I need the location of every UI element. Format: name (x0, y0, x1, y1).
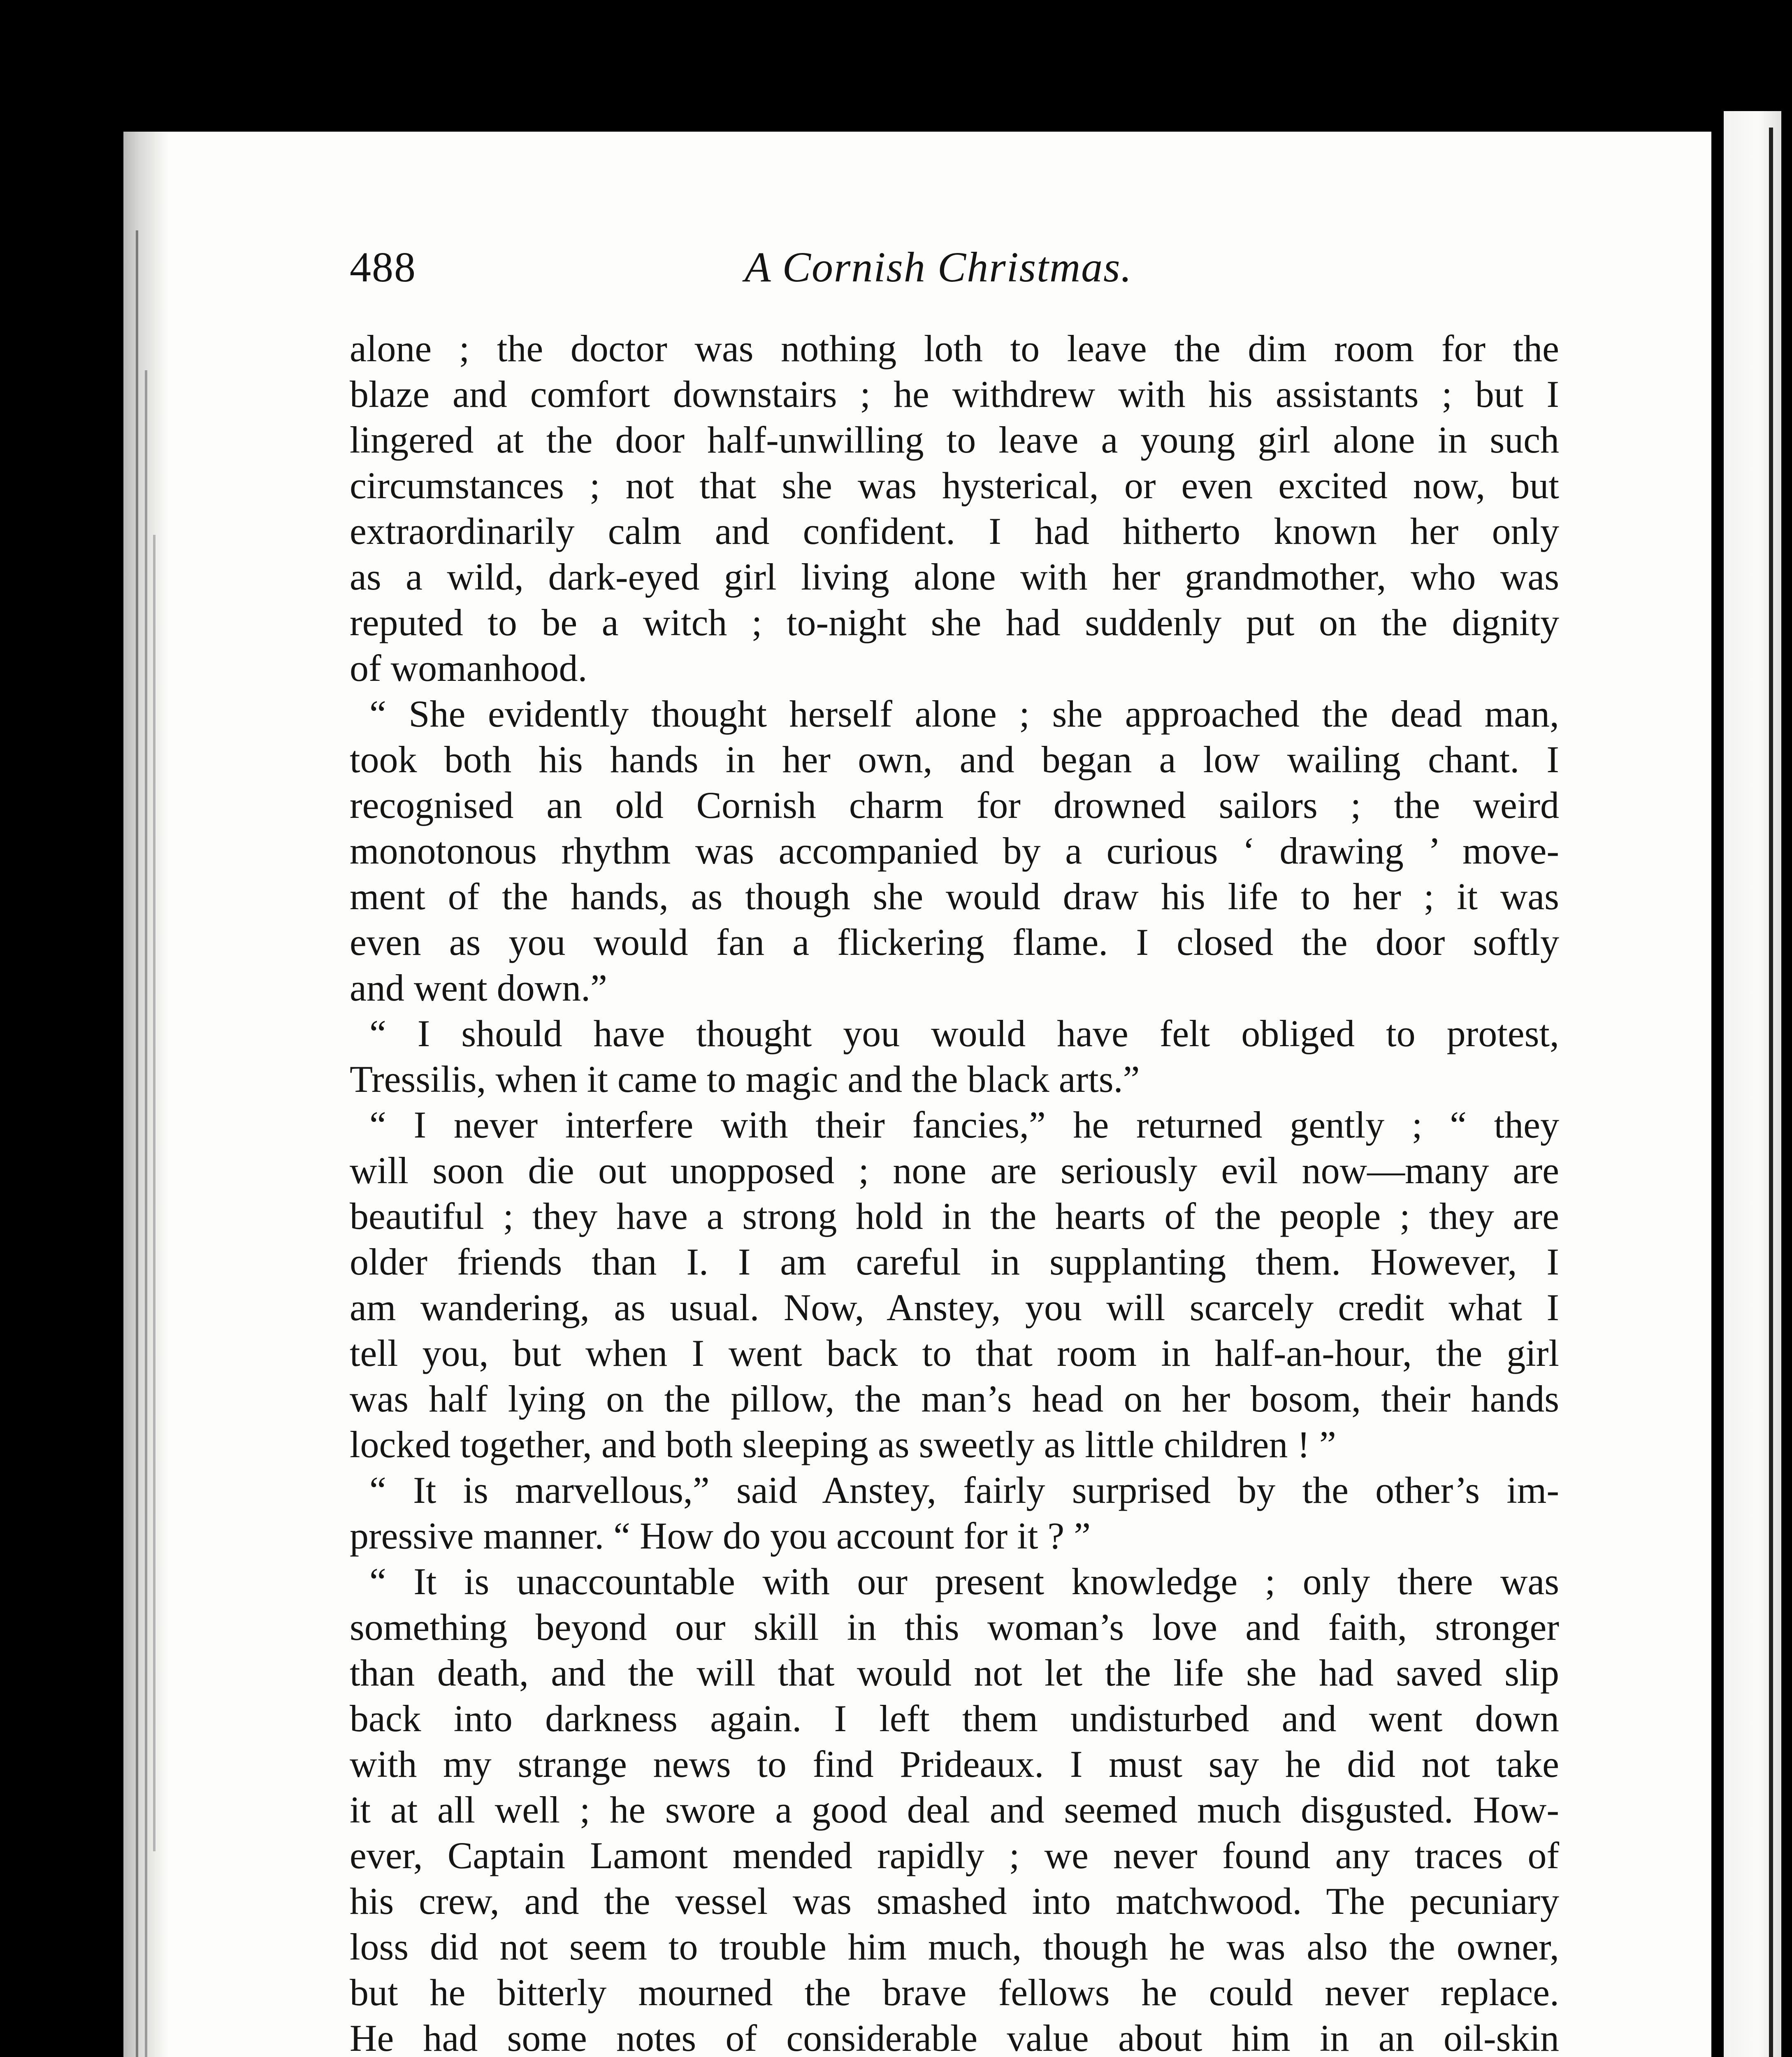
text-line: alone ; the doctor was nothing loth to leave the dim room for the (350, 327, 1559, 369)
text-line: He had some notes of considerable value about him in an oil-skin (350, 2017, 1559, 2057)
page-number: 488 (350, 244, 416, 291)
gutter-shadow-line (145, 370, 147, 2057)
page-header (350, 243, 1580, 296)
text-line: older friends than I. I am careful in supplanting them. However, I (350, 1241, 1559, 1283)
text-line: lingered at the door half-unwilling to leave a young girl alone in such (350, 419, 1559, 461)
text-line: and went down.” (350, 967, 607, 1009)
text-line: took both his hands in her own, and began a low wailing chant. I (350, 738, 1559, 780)
gutter-shadow-line (136, 230, 138, 2057)
text-line: it at all well ; he swore a good deal and seemed much disgusted. How- (350, 1789, 1559, 1831)
text-line: recognised an old Cornish charm for drowned sailors ; the weird (350, 784, 1559, 826)
running-title: A Cornish Christmas. (745, 244, 1133, 291)
text-line: Tressilis, when it came to magic and the black arts.” (350, 1058, 1140, 1100)
text-line: “ I never interfere with their fancies,” he returned gently ; “ they (369, 1104, 1559, 1146)
text-line: but he bitterly mourned the brave fellows he could never replace. (350, 1971, 1559, 2013)
text-line: of womanhood. (350, 647, 587, 689)
adjacent-page-rule (1769, 128, 1773, 2057)
text-line: loss did not seem to trouble him much, though he was also the owner, (350, 1926, 1559, 1968)
text-line: beautiful ; they have a strong hold in the hearts of the people ; they are (350, 1195, 1559, 1237)
text-line: his crew, and the vessel was smashed into matchwood. The pecuniary (350, 1880, 1559, 1922)
text-line: tell you, but when I went back to that room in half-an-hour, the girl (350, 1332, 1559, 1374)
text-line: “ She evidently thought herself alone ; she approached the dead man, (369, 693, 1559, 735)
adjacent-page-edge (1724, 111, 1781, 2057)
text-line: than death, and the will that would not let the life she had saved slip (350, 1652, 1559, 1694)
text-line: am wandering, as usual. Now, Anstey, you will scarcely credit what I (350, 1286, 1559, 1328)
text-line: back into darkness again. I left them undisturbed and went down (350, 1697, 1559, 1739)
text-line: something beyond our skill in this woman’s love and faith, stronger (350, 1606, 1559, 1648)
body-text (350, 326, 1559, 2057)
text-line: “ It is marvellous,” said Anstey, fairly surprised by the other’s im- (369, 1469, 1559, 1511)
text-line: blaze and comfort downstairs ; he withdrew with his assistants ; but I (350, 373, 1559, 415)
text-line: monotonous rhythm was accompanied by a curious ‘ drawing ’ move- (350, 830, 1559, 872)
text-line: ever, Captain Lamont mended rapidly ; we never found any traces of (350, 1834, 1559, 1876)
text-line: “ I should have thought you would have felt obliged to protest, (369, 1012, 1559, 1054)
text-line: was half lying on the pillow, the man’s head on her bosom, their hands (350, 1378, 1559, 1420)
text-line: even as you would fan a flickering flame. I closed the door softly (350, 921, 1559, 963)
text-line: reputed to be a witch ; to-night she had suddenly put on the dignity (350, 601, 1559, 643)
text-line: pressive manner. “ How do you account for it ? ” (350, 1515, 1091, 1557)
text-line: will soon die out unopposed ; none are seriously evil now—many are (350, 1149, 1559, 1191)
text-line: ment of the hands, as though she would draw his life to her ; it was (350, 875, 1559, 917)
text-line: as a wild, dark-eyed girl living alone with her grandmother, who was (350, 556, 1559, 598)
text-line: “ It is unaccountable with our present knowledge ; only there was (369, 1560, 1559, 1602)
text-line: extraordinarily calm and confident. I had hitherto known her only (350, 510, 1559, 552)
gutter-shadow-line (153, 535, 156, 1851)
text-line: circumstances ; not that she was hysterical, or even excited now, but (350, 464, 1559, 506)
text-line: locked together, and both sleeping as sweetly as little children ! ” (350, 1423, 1336, 1465)
text-line: with my strange news to find Prideaux. I must say he did not take (350, 1743, 1559, 1785)
